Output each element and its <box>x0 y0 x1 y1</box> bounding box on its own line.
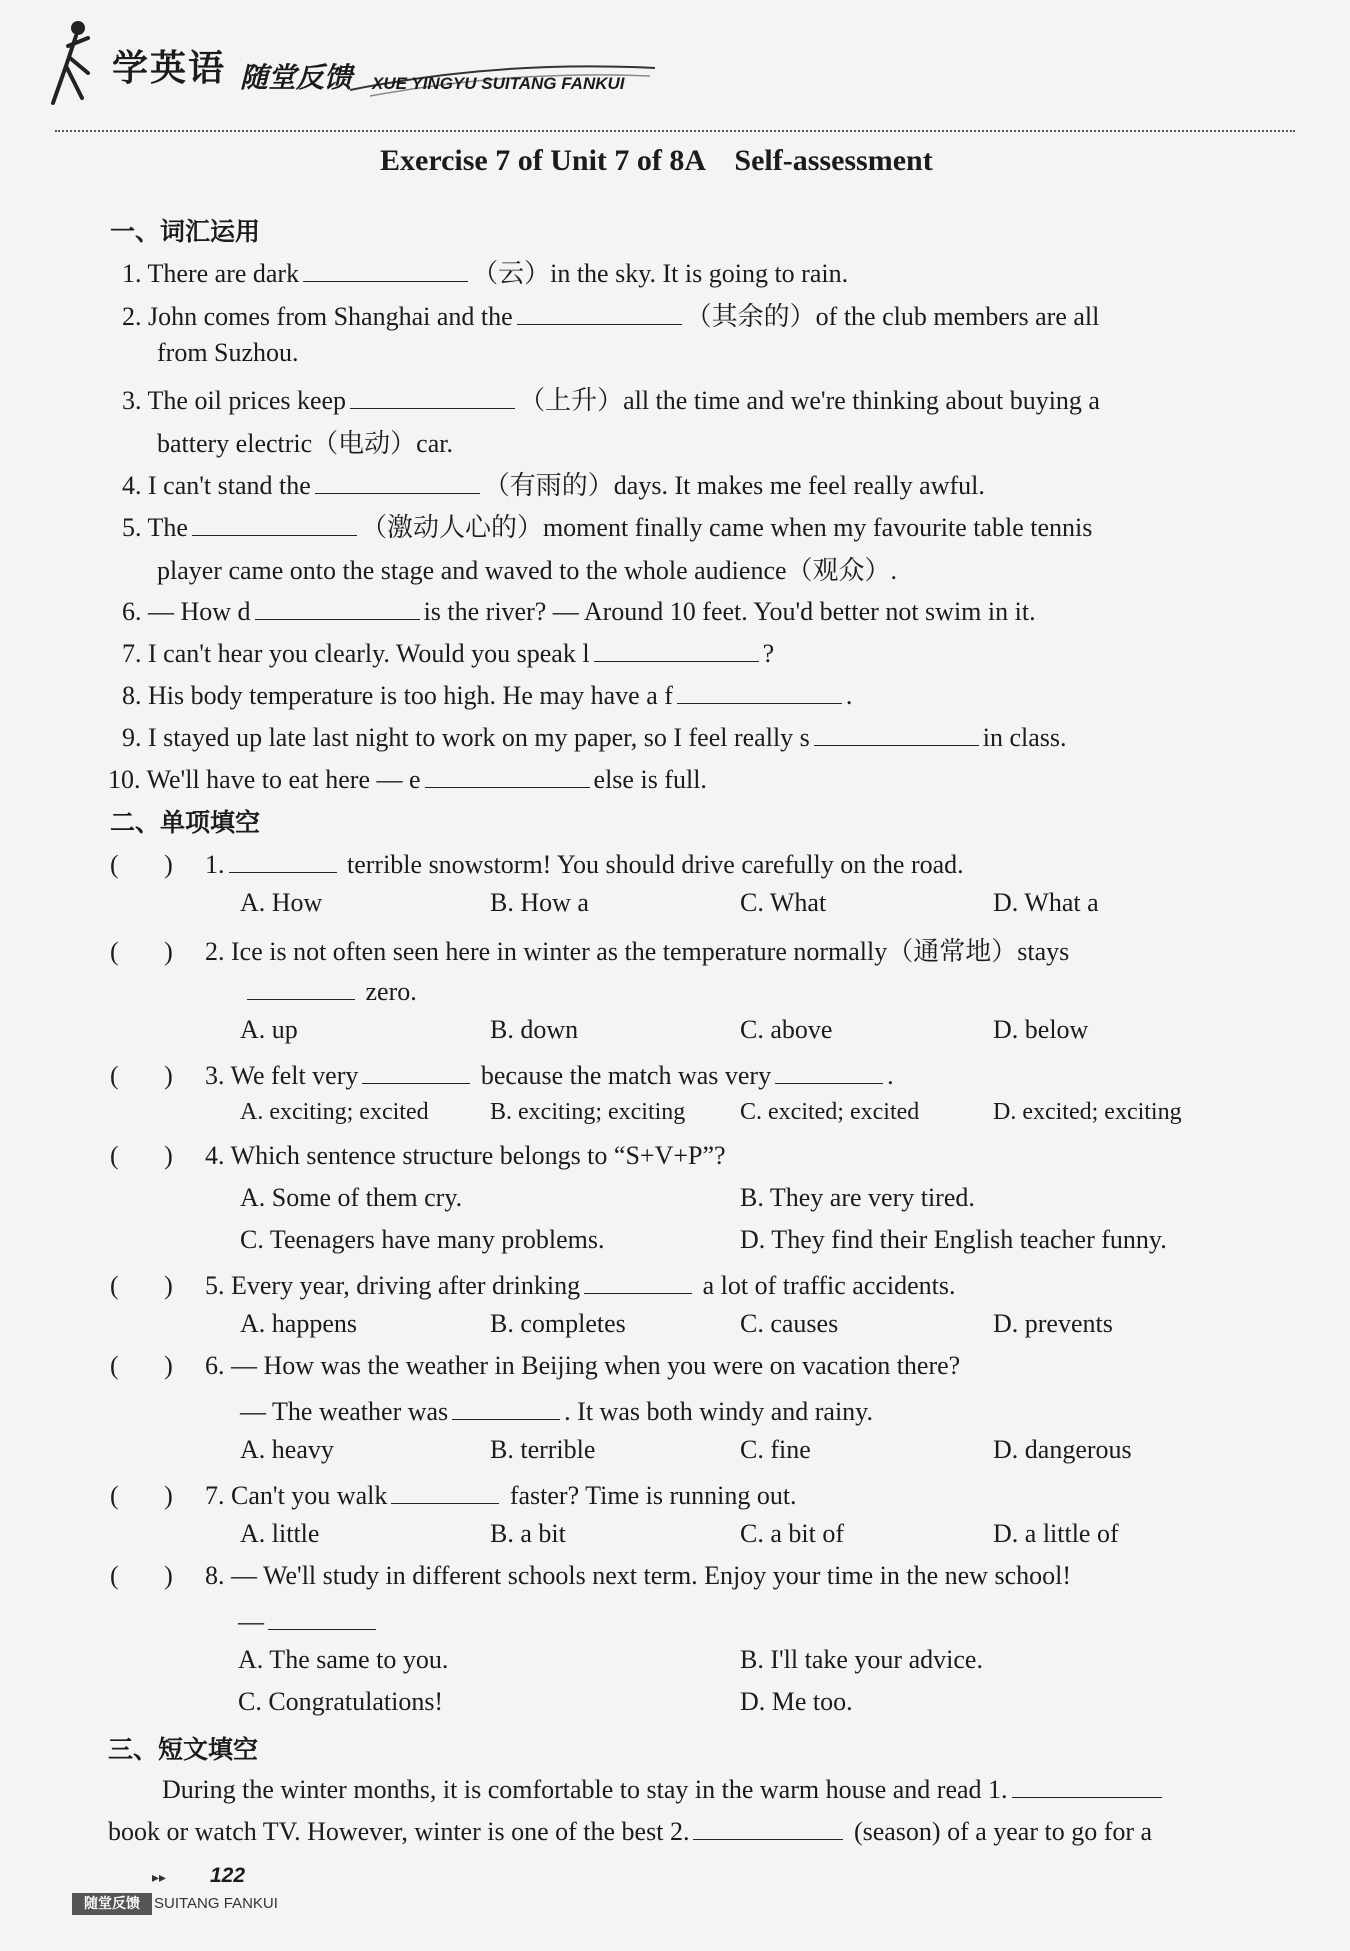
s2-q7: ( ) 7. Can't you walk faster? Time is running out. <box>110 1477 797 1511</box>
answer-blank[interactable] <box>303 255 468 282</box>
answer-blank[interactable] <box>315 467 480 494</box>
answer-blank[interactable] <box>391 1477 499 1504</box>
header-logo-cn2: 随堂反馈 <box>240 61 353 94</box>
answer-blank[interactable] <box>255 593 420 620</box>
s2-q1-opt-a[interactable]: A. How <box>240 888 323 917</box>
s2-q4-opt-d[interactable]: D. They find their English teacher funny. <box>740 1225 1167 1254</box>
s2-q4-opt-b[interactable]: B. They are very tired. <box>740 1183 975 1212</box>
s2-q8-opt-a[interactable]: A. The same to you. <box>238 1645 449 1674</box>
s1-item-7: 7. I can't hear you clearly. Would you speak l ? <box>122 635 774 669</box>
s2-q8: ( ) 8. — We'll study in different schools next term. Enjoy your time in the new school! <box>110 1561 1071 1590</box>
s2-q3-opt-a[interactable]: A. exciting; excited <box>240 1099 429 1125</box>
header-logo-cn: 学英语 <box>112 48 227 89</box>
answer-blank[interactable] <box>594 635 759 662</box>
s1-item-1: 1. There are dark （云）in the sky. It is going to rain. <box>122 253 848 290</box>
section3-heading: 三、短文填空 <box>108 1735 259 1764</box>
s2-q1-opt-c[interactable]: C. What <box>740 888 827 917</box>
exercise-title: Exercise 7 of Unit 7 of 8A Self-assessment <box>380 144 933 177</box>
s1-item-2: 2. John comes from Shanghai and the （其余的）of the club members are all <box>122 296 1099 333</box>
s2-q2: ( ) 2. Ice is not often seen here in winter as the temperature normally（通常地）stays <box>110 937 1070 966</box>
s3-line-1: During the winter months, it is comfortable to stay in the warm house and read 1. <box>162 1771 1166 1805</box>
answer-blank[interactable] <box>517 298 682 325</box>
s2-q5-opt-b[interactable]: B. completes <box>490 1309 626 1338</box>
s1-item-10: 10. We'll have to eat here — e else is full. <box>108 761 707 795</box>
answer-blank[interactable] <box>1012 1771 1162 1798</box>
answer-blank[interactable] <box>229 846 337 873</box>
section2-heading: 二、单项填空 <box>110 808 261 837</box>
answer-blank[interactable] <box>814 719 979 746</box>
runner-logo-icon <box>48 18 118 108</box>
s3-line-2: book or watch TV. However, winter is one of the best 2. (season) of a year to go for a <box>108 1813 1152 1847</box>
s2-q2-opt-d[interactable]: D. below <box>993 1015 1089 1044</box>
s2-q8-opt-b[interactable]: B. I'll take your advice. <box>740 1645 983 1674</box>
footer-label-en: SUITANG FANKUI <box>154 1895 278 1912</box>
s2-q2-opt-a[interactable]: A. up <box>240 1015 298 1044</box>
s2-q5-opt-c[interactable]: C. causes <box>740 1309 839 1338</box>
s2-q3-opt-d[interactable]: D. excited; exciting <box>993 1099 1182 1125</box>
s2-q7-opt-a[interactable]: A. little <box>240 1519 320 1548</box>
s2-q3-opt-c[interactable]: C. excited; excited <box>740 1099 920 1125</box>
s2-q4-opt-c[interactable]: C. Teenagers have many problems. <box>240 1225 605 1254</box>
s2-q6: ( ) 6. — How was the weather in Beijing when you were on vacation there? <box>110 1351 961 1380</box>
answer-blank[interactable] <box>362 1057 470 1084</box>
s1-item-3: 3. The oil prices keep （上升）all the time and we're thinking about buying a <box>122 380 1100 417</box>
answer-blank[interactable] <box>192 509 357 536</box>
s1-item-2-cont: from Suzhou. <box>157 338 299 367</box>
footer-label-box: 随堂反馈 <box>72 1893 152 1915</box>
s2-q7-opt-d[interactable]: D. a little of <box>993 1519 1119 1548</box>
s2-q4-opt-a[interactable]: A. Some of them cry. <box>240 1183 463 1212</box>
section1-heading: 一、词汇运用 <box>110 217 261 246</box>
page-number: 122 <box>210 1864 246 1887</box>
s2-q8-opt-c[interactable]: C. Congratulations! <box>238 1687 444 1716</box>
s2-q1-opt-d[interactable]: D. What a <box>993 888 1099 917</box>
s2-q6-opt-c[interactable]: C. fine <box>740 1435 811 1464</box>
answer-blank[interactable] <box>677 677 842 704</box>
s2-q7-opt-b[interactable]: B. a bit <box>490 1519 566 1548</box>
footer-arrows-icon: ▸▸ <box>152 1870 167 1886</box>
answer-blank[interactable] <box>350 382 515 409</box>
s2-q2-cont: zero. <box>243 973 417 1007</box>
s2-q7-opt-c[interactable]: C. a bit of <box>740 1519 844 1548</box>
answer-blank[interactable] <box>247 973 355 1000</box>
s2-q8-opt-d[interactable]: D. Me too. <box>740 1687 853 1716</box>
s1-item-6: 6. — How d is the river? — Around 10 feet. You'd better not swim in it. <box>122 593 1036 627</box>
answer-blank[interactable] <box>425 761 590 788</box>
s2-q8-cont: — <box>238 1603 380 1637</box>
s2-q1-opt-b[interactable]: B. How a <box>490 888 589 917</box>
s2-q2-opt-b[interactable]: B. down <box>490 1015 579 1044</box>
header-divider <box>55 130 1295 132</box>
s2-q6-opt-d[interactable]: D. dangerous <box>993 1435 1132 1464</box>
s2-q5: ( ) 5. Every year, driving after drinking a lot of traffic accidents. <box>110 1267 956 1301</box>
s1-item-9: 9. I stayed up late last night to work on my paper, so I feel really s in class. <box>122 719 1067 753</box>
s2-q3-opt-b[interactable]: B. exciting; exciting <box>490 1099 686 1125</box>
s2-q4: ( ) 4. Which sentence structure belongs to “S+V+P”? <box>110 1141 726 1170</box>
header-logo-en: XUE YINGYU SUITANG FANKUI <box>372 74 625 93</box>
s2-q6-opt-a[interactable]: A. heavy <box>240 1435 334 1464</box>
s2-q1: ( ) 1. terrible snowstorm! You should drive carefully on the road. <box>110 846 964 880</box>
s1-item-5-cont: player came onto the stage and waved to the whole audience（观众）. <box>157 556 898 585</box>
s2-q2-opt-c[interactable]: C. above <box>740 1015 833 1044</box>
answer-blank[interactable] <box>775 1057 883 1084</box>
s2-q6-cont: — The weather was . It was both windy and rainy. <box>240 1393 873 1427</box>
s1-item-3-cont: battery electric（电动）car. <box>157 429 453 458</box>
s2-q5-opt-d[interactable]: D. prevents <box>993 1309 1113 1338</box>
answer-blank[interactable] <box>452 1393 560 1420</box>
s2-q5-opt-a[interactable]: A. happens <box>240 1309 357 1338</box>
answer-blank[interactable] <box>584 1267 692 1294</box>
s1-item-8: 8. His body temperature is too high. He may have a f . <box>122 677 852 711</box>
s1-item-5: 5. The （激动人心的）moment finally came when my favourite table tennis <box>122 507 1092 544</box>
answer-blank[interactable] <box>268 1603 376 1630</box>
s2-q6-opt-b[interactable]: B. terrible <box>490 1435 596 1464</box>
s1-item-4: 4. I can't stand the （有雨的）days. It makes me feel really awful. <box>122 465 985 502</box>
answer-blank[interactable] <box>693 1813 843 1840</box>
s2-q3: ( ) 3. We felt very because the match was very . <box>110 1057 894 1091</box>
